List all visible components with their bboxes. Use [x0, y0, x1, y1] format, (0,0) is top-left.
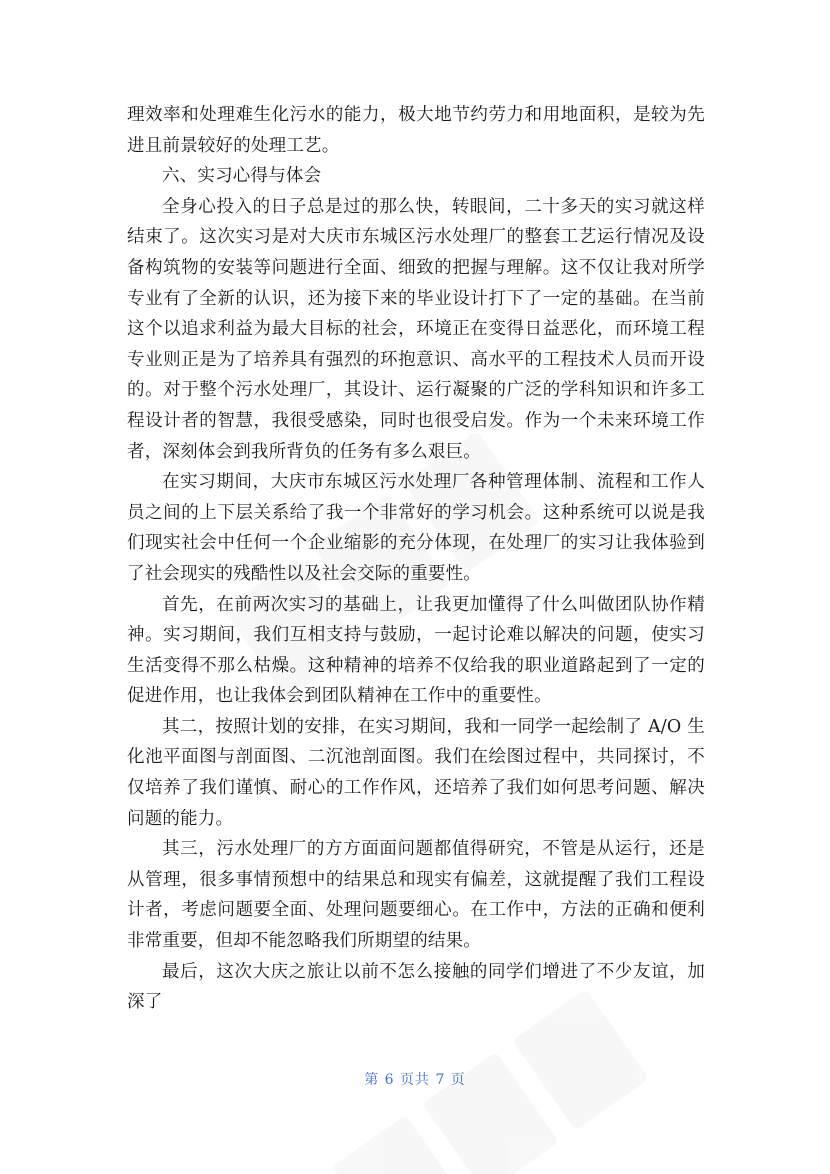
paragraph: 其二，按照计划的安排，在实习期间，我和一同学一起绘制了 A/O 生化池平面图与剖面图、二沉池剖面图。我们在绘图过程中，共同探讨，不仅培养了我们谨慎、耐心的工作作风，还培养了我们如何思考问题、解决问题的能力。 — [127, 716, 705, 829]
paragraph: 其三，污水处理厂的方方面面问题都值得研究，不管是从运行，还是从管理，很多事情预想中的结果总和现实有偏差，这就提醒了我们工程设计者，考虑问题要全面、处理问题要细心。在工作中，方法的正确和便利非常重要，但却不能忽略我们所期望的结果。 — [127, 839, 705, 952]
document-body — [127, 100, 705, 1018]
paragraph: 首先，在前两次实习的基础上，让我更加懂得了什么叫做团队协作精神。实习期间，我们互相支持与鼓励，一起讨论难以解决的问题，使实习生活变得不那么枯燥。这种精神的培养不仅给我的职业道路起到了一定的促进作用，也让我体会到团队精神在工作中的重要性。 — [127, 594, 705, 707]
paragraph: 在实习期间，大庆市东城区污水处理厂各种管理体制、流程和工作人员之间的上下层关系给了我一个非常好的学习机会。这种系统可以说是我们现实社会中任何一个企业缩影的充分体现，在处理厂的实习让我体验到了社会现实的残酷性以及社会交际的重要性。 — [127, 472, 705, 584]
paragraph: 全身心投入的日子总是过的那么快，转眼间，二十多天的实习就这样结束了。这次实习是对大庆市东城区污水处理厂的整套工艺运行情况及设备构筑物的安装等问题进行全面、细致的把握与理解。这不仅让我对所学专业有了全新的认识，还为接下来的毕业设计打下了一定的基础。在当前这个以追求利益为最大目标的社会，环境正在变得日益恶化，而环境工程专业则正是为了培养具有强烈的环抱意识、高水平的工程技术人员而开设的。对于整个污水处理厂，其设计、运行凝聚的广泛的学科知识和许多工程设计者的智慧，我很受感染，同时也很受启发。作为一个未来环境工作者，深刻体会到我所背负的任务有多么艰巨。 — [127, 196, 705, 462]
paragraph: 最后，这次大庆之旅让以前不怎么接触的同学们增进了不少友谊，加深了 — [127, 961, 705, 1013]
section-heading: 六、实习心得与体会 — [162, 166, 322, 187]
page-number-footer: 第 6 页共 7 页 — [364, 1072, 466, 1088]
paragraph-continuation: 理效率和处理难生化污水的能力，极大地节约劳力和用地面积，是较为先进且前景较好的处理工艺。 — [127, 105, 705, 156]
